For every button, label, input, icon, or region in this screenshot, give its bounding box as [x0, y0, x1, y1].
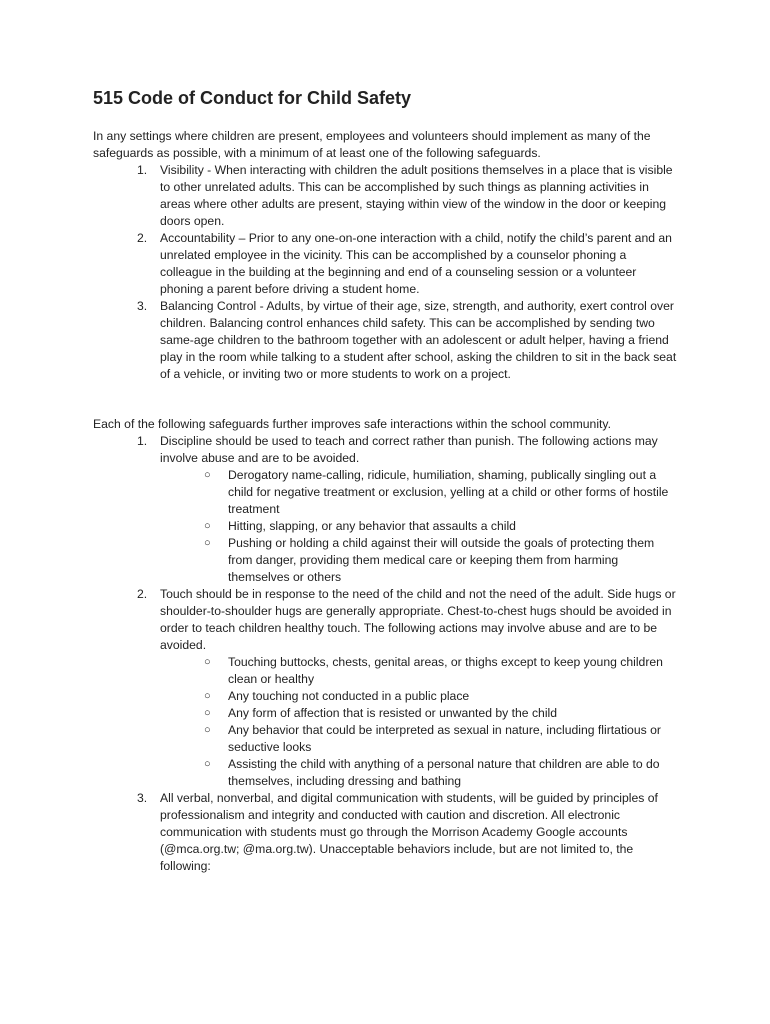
list-item	[93, 298, 678, 383]
list-item	[93, 162, 678, 230]
sub-item-text: Any behavior that could be interpreted as sexual in nature, including flirtatious or seductive looks	[228, 723, 661, 754]
document-title: 515 Code of Conduct for Child Safety	[93, 88, 412, 108]
list-number: 3.	[137, 299, 148, 313]
list-number: 2.	[137, 231, 148, 245]
sub-list-item	[160, 688, 678, 705]
sub-item-text: Derogatory name-calling, ridicule, humiliation, shaming, publically singling out a child for negative treatment or exclusion, yelling at a child or other forms of hostile treatment	[228, 468, 669, 516]
sub-list-item	[160, 722, 678, 756]
circle-bullet-icon: ○	[204, 724, 211, 736]
sub-item-text: Any form of affection that is resisted or unwanted by the child	[228, 706, 558, 720]
further-safeguards-list	[93, 433, 678, 875]
list-item-text: Touch should be in response to the need of the child and not the need of the adult. Side hugs or shoulder-to-shoulder hugs are generally appropriate. Chest-to-chest hugs should be avoided in order to teach children healthy touch. The following actions may involve abuse and are to be avoided.	[160, 587, 676, 652]
sub-item-text: Any touching not conducted in a public place	[228, 689, 470, 703]
list-item-text: Accountability – Prior to any one-on-one interaction with a child, notify the child’s parent and an unrelated employee in the vicinity. This can be accomplished by a counselor phoning a colleague in the building at the beginning and end of a counseling session or a volunteer phoning a parent before driving a student home.	[160, 231, 672, 296]
circle-bullet-icon: ○	[204, 707, 211, 719]
sub-list	[160, 654, 678, 790]
intro-paragraph: In any settings where children are present, employees and volunteers should implement as many of the safeguards as possible, with a minimum of at least one of the following safeguards.	[93, 129, 651, 160]
sub-item-text: Pushing or holding a child against their will outside the goals of protecting them from danger, providing them medical care or keeping them from harming themselves or others	[228, 536, 655, 584]
sub-list	[160, 467, 678, 586]
list-number: 1.	[137, 163, 148, 177]
sub-list-item	[160, 467, 678, 518]
second-intro-paragraph: Each of the following safeguards further improves safe interactions within the school community.	[93, 417, 611, 431]
circle-bullet-icon: ○	[204, 656, 211, 668]
circle-bullet-icon: ○	[204, 690, 211, 702]
list-item-text: All verbal, nonverbal, and digital communication with students, will be guided by principles of professionalism and integrity and conducted with caution and discretion. All electronic communication with students must go through the Morrison Academy Google accounts (@mca.org.tw; @ma.org.tw). Unacceptable behaviors include, but are not limited to, the following:	[160, 791, 658, 873]
circle-bullet-icon: ○	[204, 537, 211, 549]
list-item-text: Balancing Control - Adults, by virtue of their age, size, strength, and authority, exert control over children. Balancing control enhances child safety. This can be accomplished by sending two same-age children to the bathroom together with an adolescent or adult helper, having a friend play in the room while talking to a student after school, asking the children to sit in the back seat of a vehicle, or inviting two or more students to work on a project.	[160, 299, 677, 381]
sub-item-text: Touching buttocks, chests, genital areas, or thighs except to keep young children clean or healthy	[228, 655, 663, 686]
circle-bullet-icon: ○	[204, 520, 211, 532]
list-item	[93, 586, 678, 790]
sub-list-item	[160, 535, 678, 586]
sub-list-item	[160, 654, 678, 688]
list-number: 1.	[137, 434, 148, 448]
sub-list-item	[160, 518, 678, 535]
safeguards-list	[93, 162, 678, 383]
circle-bullet-icon: ○	[204, 469, 211, 481]
sub-list-item	[160, 756, 678, 790]
list-item-text: Visibility - When interacting with children the adult positions themselves in a place that is visible to other unrelated adults. This can be accomplished by such things as planning activities in areas where other adults are present, staying within view of the window in the door or keeping doors open.	[160, 163, 673, 228]
list-item	[93, 230, 678, 298]
sub-item-text: Assisting the child with anything of a personal nature that children are able to do themselves, including dressing and bathing	[228, 757, 660, 788]
list-item-text: Discipline should be used to teach and correct rather than punish. The following actions may involve abuse and are to be avoided.	[160, 434, 658, 465]
list-number: 2.	[137, 587, 148, 601]
sub-item-text: Hitting, slapping, or any behavior that assaults a child	[228, 519, 516, 533]
sub-list-item	[160, 705, 678, 722]
list-number: 3.	[137, 791, 148, 805]
circle-bullet-icon: ○	[204, 758, 211, 770]
list-item	[93, 790, 678, 875]
list-item	[93, 433, 678, 586]
